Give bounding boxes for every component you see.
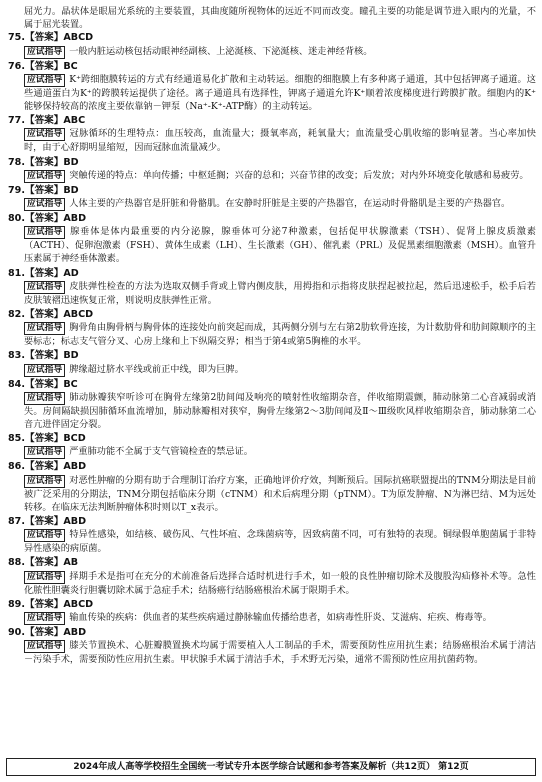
answer-key: 【答案】BCD [25,433,86,445]
guide-tag: 应试指导 [24,446,65,459]
question-number: 84. [8,378,25,390]
guide-paragraph [24,321,536,348]
answer-line [8,184,536,197]
answer-item [8,349,536,376]
guide-paragraph [24,45,536,59]
question-number: 79. [8,184,25,196]
guide-tag: 应试指导 [24,46,65,59]
guide-paragraph [24,611,536,625]
answer-key: 【答案】ABD [25,516,87,528]
answer-item [8,598,536,625]
guide-paragraph [24,280,536,307]
guide-text: K⁺跨细胞膜转运的方式有经通道易化扩散和主动转运。细胞的细胞膜上有多种离子通道，其中包括钾离子通道。这些通道蛋白为K⁺的跨膜转运提供了途径。离子通道具有选择性，钾离子通道允许K⁺顺着浓度梯度进行跨膜扩散。细胞内的K⁺能够保持较高的浓度主要依靠钠－钾泵（Na⁺-K⁺-ATP酶）的主动转运。 [24,73,536,113]
question-number: 80. [8,213,25,225]
answer-item [8,432,536,459]
guide-tag: 应试指导 [24,364,65,377]
guide-text: 择期手术是指可在充分的术前准备后选择合适时机进行手术，如一般的良性肿瘤切除术及腹股沟疝修补术等。急性化脓性胆囊炎行胆囊切除术属于急症手术；结肠癌行结肠癌根治术属于限期手术。 [24,570,536,596]
answer-key: 【答案】ABD [25,461,87,473]
guide-text: 对恶性肿瘤的分期有助于合理制订治疗方案，正确地评价疗效，判断预后。国际抗癌联盟提出的TNM分期法是目前被广泛采用的分期法，TNM分期包括临床分期（cTNM）和术后病理分期（pTNM）。T为原发肿瘤、N为淋巴结、M为远处转移。在临床无法判断肿瘤体积时则以T_x表示。 [24,474,536,513]
question-number: 85. [8,433,25,445]
page-footer: 2024年成人高等学校招生全国统一考试专升本医学综合试题和参考答案及解析（共12页） 第12页 [6,758,536,776]
answer-item [8,156,536,183]
guide-paragraph [24,639,536,666]
answer-line [8,308,536,321]
answer-key: 【答案】ABC [25,115,86,127]
guide-paragraph [24,445,536,459]
answer-list [8,31,536,666]
guide-tag: 应试指导 [24,392,65,405]
answer-line [8,556,536,569]
answer-line [8,31,536,44]
answer-line [8,60,536,73]
guide-text: 突触传递的特点：单向传播；中枢延搁；兴奋的总和；兴奋节律的改变；后发放；对内外环境变化敏感和易疲劳。 [69,169,529,181]
question-number: 86. [8,461,25,473]
answer-key: 【答案】BD [25,156,79,168]
guide-text: 输血传染的疾病：供血者的某些疾病通过静脉输血传播给患者，如病毒性肝炎、艾滋病、疟疾、梅毒等。 [69,612,492,624]
answer-line [8,349,536,362]
answer-item [8,626,536,666]
question-number: 90. [8,627,25,639]
answer-item [8,60,536,114]
guide-tag: 应试指导 [24,529,65,542]
guide-tag: 应试指导 [24,322,65,335]
guide-paragraph [24,391,536,431]
question-number: 87. [8,516,25,528]
question-number: 82. [8,309,25,321]
answer-line [8,114,536,127]
answer-item [8,267,536,307]
guide-paragraph [24,363,536,377]
question-number: 83. [8,350,25,362]
guide-tag: 应试指导 [24,571,65,584]
question-number: 75. [8,32,25,44]
answer-line [8,626,536,639]
guide-text: 冠脉循环的生理特点：血压较高，血流量大；摄氧率高，耗氧量大；血流量受心肌收缩的影响显著。当心率加快时，由于心舒期明显缩短，因而冠脉血流量减少。 [24,128,536,154]
answer-line [8,212,536,225]
question-number: 89. [8,598,25,610]
guide-tag: 应试指导 [24,612,65,625]
question-number: 81. [8,267,25,279]
guide-text: 特异性感染，如结核、破伤风、气性坏疽、念珠菌病等，因致病菌不同，可有独特的表现。铜绿假单胞菌属于非特异性感染的病原菌。 [24,529,536,555]
answer-line [8,267,536,280]
guide-tag: 应试指导 [24,198,65,211]
answer-item [8,556,536,596]
answer-key: 【答案】ABCD [25,598,94,610]
guide-text: 脾缘超过脐水平线或前正中线，即为巨脾。 [69,363,244,375]
answer-line [8,460,536,473]
answer-line [8,156,536,169]
question-number: 78. [8,156,25,168]
answer-key: 【答案】AD [25,267,79,279]
guide-text: 胸骨角由胸骨柄与胸骨体的连接处向前突起而成，其两侧分别与左右第2肋软骨连接，为计数肋骨和肋间隙顺序的主要标志；标志支气管分叉、心房上缘和上下纵隔交界；相当于第4或第5胸椎的水平。 [24,322,536,348]
guide-tag: 应试指导 [24,170,65,183]
guide-tag: 应试指导 [24,475,65,488]
answer-item [8,378,536,432]
continuation-text: 屈光力。晶状体是眼屈光系统的主要装置，其曲度随所视物体的远近不同而改变。瞳孔主要的功能是调节进入眼内的光量，不属于屈光装置。 [24,6,536,31]
guide-tag: 应试指导 [24,640,65,653]
answer-item [8,460,536,514]
guide-text: 人体主要的产热器官是肝脏和骨骼肌。在安静时肝脏是主要的产热器官，在运动时骨骼肌是主要的产热器官。 [69,198,511,210]
guide-paragraph [24,474,536,514]
guide-tag: 应试指导 [24,226,65,239]
guide-paragraph [24,225,536,265]
guide-tag: 应试指导 [24,74,65,87]
question-number: 88. [8,557,25,569]
guide-text: 腺垂体是体内最重要的内分泌腺，腺垂体可分泌7种激素，包括促甲状腺激素（TSH）、促肾上腺皮质激素（ACTH）、促卵泡激素（FSH）、黄体生成素（LH）、生长激素（GH）、催乳素（PRL）及促黑素细胞激素（MSH）。血管升压素属于神经垂体激素。 [24,226,536,265]
answer-item [8,308,536,348]
guide-text: 一般内脏运动核包括动眼神经副核、上泌涎核、下泌涎核、迷走神经背核。 [69,45,373,57]
guide-paragraph [24,197,536,211]
answer-key: 【答案】ABD [25,627,87,639]
guide-paragraph [24,528,536,555]
answer-key: 【答案】AB [25,557,79,569]
answer-line [8,432,536,445]
answer-line [8,515,536,528]
answer-key: 【答案】ABCD [25,32,94,44]
answer-key: 【答案】BC [25,378,78,390]
answer-line [8,598,536,611]
guide-paragraph [24,73,536,113]
guide-paragraph [24,570,536,597]
answer-key: 【答案】BD [25,350,79,362]
guide-paragraph [24,127,536,154]
answer-item [8,31,536,58]
answer-key: 【答案】BD [25,184,79,196]
answer-key: 【答案】ABD [25,213,87,225]
guide-text: 膝关节置换术、心脏瓣膜置换术均属于需要植入人工制品的手术，需要预防性应用抗生素；结肠癌根治术属于清洁－污染手术，需要预防性应用抗生素。甲状腺手术属于清洁手术，手术野无污染，通常不需预防性应用抗菌药物。 [24,640,536,666]
guide-text: 皮肤弹性检查的方法为选取双侧手背或上臂内侧皮肤，用拇指和示指将皮肤捏起被拉起，然后迅速松手，松手后若皮肤皱褶迅速恢复正常，则说明皮肤弹性正常。 [24,280,536,306]
answer-item [8,515,536,555]
guide-text: 严重肺功能不全属于支气管镜检查的禁忌证。 [69,446,253,458]
question-number: 76. [8,60,25,72]
answer-item [8,184,536,211]
guide-tag: 应试指导 [24,128,65,141]
question-number: 77. [8,115,25,127]
answer-key: 【答案】ABCD [25,309,94,321]
answer-key: 【答案】BC [25,60,78,72]
answer-item [8,212,536,266]
answer-line [8,378,536,391]
guide-paragraph [24,169,536,183]
answer-item [8,114,536,154]
guide-text: 肺动脉瓣狭窄听诊可在胸骨左缘第2肋间闻及响亮的喷射性收缩期杂音，伴收缩期震颤，肺动脉第二心音减弱或消失。房间隔缺损因肺循环血流增加，肺动脉瓣相对狭窄，胸骨左缘第2～3肋间闻及Ⅱ～Ⅲ级吹风样收缩期杂音，肺动脉第二心音亢进伴固定分裂。 [24,391,536,431]
guide-tag: 应试指导 [24,281,65,294]
